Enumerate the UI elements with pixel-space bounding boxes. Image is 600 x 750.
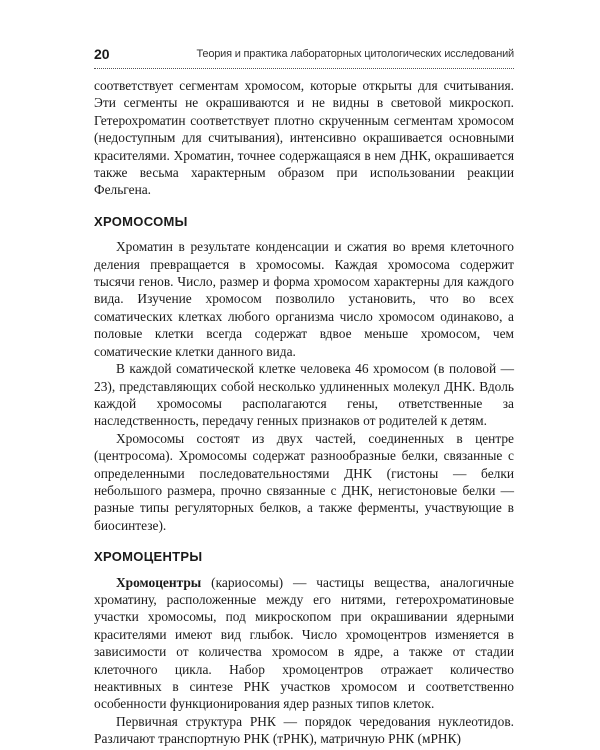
paragraph [94, 574, 514, 713]
defined-term: Хромоцентры [116, 574, 202, 590]
section-title-chromosomes: ХРОМОСОМЫ [94, 213, 188, 229]
paragraph: Хромосомы состоят из двух частей, соединенных в центре (центросома). Хромосомы содержат разнообразные белки, связанные с определенными последовательностями ДНК (гистоны — белки небольшого размера, прочно связанные с ДНК, негистоновые белки — разные типы регуляторных белков, а также ферменты, участвующие в биосинтезе). [94, 430, 514, 533]
paragraph: Хроматин в результате конденсации и сжатия во время клеточного деления превращается в хромосомы. Каждая хромосома содержит тысячи генов. Число, размер и форма хромосом характерны для каждого вида. Изучение хромосом позволило установить, что во всех соматических клетках любого организма число хромосом одинаково, а половые клетки всегда содержат вдвое меньше хромосом, чем соматические клетки данного вида. [94, 239, 514, 359]
section-title-chromocenters: ХРОМОЦЕНТРЫ [94, 549, 203, 565]
paragraph: Первичная структура РНК — порядок чередования нуклеотидов. Различают транспортную РНК (тРНК), матричную РНК (мРНК) [94, 713, 514, 747]
running-title: Теория и практика лабораторных цитологических исследований [196, 48, 514, 60]
page-number: 20 [94, 46, 110, 62]
intro-paragraph: соответствует сегментам хромосом, которые открыты для считывания. Эти сегменты не окрашиваются и не видны в световой микроскоп. Гетерохроматин соответствует плотно скрученным сегментам хромосом (недоступным для считывания), интенсивно окрашивается основными красителями. Хроматин, точнее содержащаяся в нем ДНК, окрашивается также весьма характерным образом при использовании реакции Фельгена. [94, 78, 514, 198]
definition-text: (кариосомы) — частицы вещества, аналогичные хроматину, расположенные между его нитями, гетерохроматиновые участки хромосомы, под микроскопом при окрашивании ядерными красителями имеют вид глыбок. Число хромоцентров изменяется в зависимости от количества хромосом в ядре, а также от стадии клеточного цикла. Набор хромоцентров отражает количество неактивных в синтезе РНК участков хромосом и соответственно особенности функционирования ядер разных типов клеток. [94, 574, 514, 712]
page-body [94, 77, 514, 748]
paragraph: В каждой соматической клетке человека 46 хромосом (в половой — 23), представляющих собой несколько удлиненных молекул ДНК. Вдоль каждой хромосомы располагаются гены, ответственные за наследственность, передачу генных признаков от родителей к детям. [94, 361, 514, 429]
page-header [94, 46, 514, 69]
